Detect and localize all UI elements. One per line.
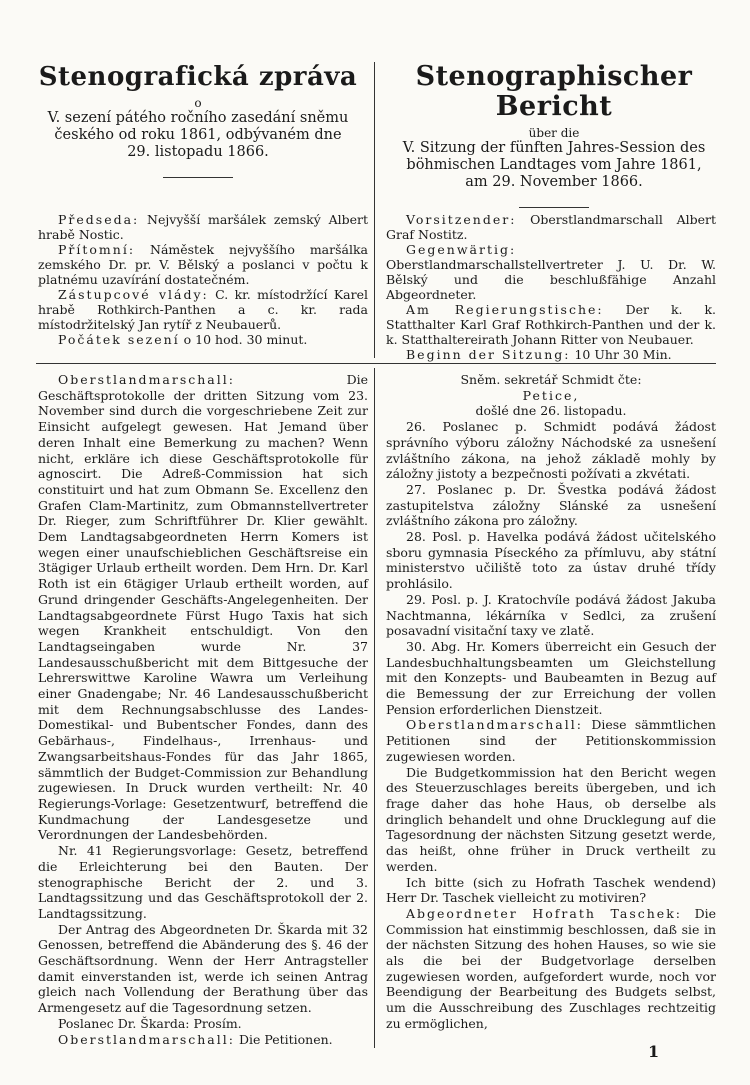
intro-paragraph: Vorsitzender: Oberstlandmarschall Albert Graf Nostitz. (386, 212, 716, 242)
body-paragraph: Oberstlandmarschall: Diese sämmtlichen Petitionen sind der Petitionskommission zugewiesen worden. (386, 717, 716, 764)
body-paragraph: 28. Posl. p. Havelka podává žádost učitelského sboru gymnasia Píseckého za přímluvu, aby státní ministerstvo učiliště toto za ústav druhé třídy prohlásilo. (386, 529, 716, 592)
intro-paragraph: Beginn der Sitzung: 10 Uhr 30 Min. (406, 347, 672, 362)
german-title: Stenographischer Bericht (415, 61, 693, 122)
czech-header-line: 29. listopadu 1866. (127, 144, 269, 160)
czech-header-line: českého od roku 1861, odbývaném dne (54, 127, 342, 143)
body-paragraph: 27. Poslanec p. Dr. Švestka podává žádost zastupitelstva záložny Slánské za usnešení zvláštního zákona pro záložny. (386, 481, 716, 529)
intro-paragraph: Gegenwärtig: Oberstlandmarschallstellvertreter J. U. Dr. W. Bělský und die beschlußfähige Anzahl Abgeordneter. (386, 242, 716, 302)
short-divider (519, 207, 589, 208)
body-paragraph: Sněm. sekretář Schmidt čte: (460, 372, 642, 387)
czech-sub: o (194, 96, 202, 110)
body-paragraph: došlé dne 26. listopadu. (475, 403, 627, 419)
body-paragraph: Abgeordneter Hofrath Taschek: Die Commission hat einstimmig beschlossen, daß sie in der nächsten Sitzung des hohen Hauses, so wie sie als die bei der Budgetvorlage derselben zugewiesen worden, aufgefordert wurde, noch vor Beendigung der Bearbeitung des Budgets selbst, um die Ausschreibung des Zuschlages rechtzeitig zu ermöglichen, (386, 905, 716, 1031)
body-column-divider (374, 368, 375, 1048)
body-paragraph: 26. Poslanec p. Schmidt podává žádost správního výboru záložny Náchodské za usnešení zvláštního zákona, na jehož základě mohly by záložny jistoty a bezpečnosti požívati a zkvétati. (386, 419, 716, 482)
body-paragraph: 29. Posl. p. J. Kratochvíle podává žádost Jakuba Nachtmanna, lékárníka v Sedlci, za zrušení posavadní visitační taxy ve zlatě. (386, 591, 716, 639)
german-intro (386, 212, 716, 362)
body-paragraph: Oberstlandmarschall: Die Geschäftsprotokolle der dritten Sitzung vom 23. November sind durch die vorgeschriebene Zeit zur Einsicht aufgelegt gewesen. Hat Jemand über deren Inhalt eine Bemerkung zu machen? Wenn nicht, erkläre ich diese Geschäftsprotokolle für agnoscirt. Die Adreß-Commission hat sich constituirt und hat zum Obmann Se. Excellenz den Grafen Clam-Martinitz, zum Obmannstellvertreter Dr. Rieger, zum Schriftführer Dr. Klier gewählt. Dem Landtagsabgeordneten Herrn Komers ist wegen einer unaufschieblichen Geschäftsreise ein 3tägiger Urlaub ertheilt worden. Dem Hrn. Dr. Karl Roth ist ein 6tägiger Urlaub ertheilt worden, auf Grund dringender Geschäfts-Angelegenheiten. Der Landtagsabgeordnete Fürst Hugo Taxis hat sich wegen Krankheit entschuldigt. Von den Landtagseingaben wurde Nr. 37 Landesausschußbericht mit dem Bittgesuche der Lehrerswittwe Karoline Wawra um Verleihung einer Gnadengabe; Nr. 46 Landesausschußbericht mit dem Rechnungsabschlusse des Landes-Domestikal- und Bubentscher Fondes, dann des Gebärhaus-, Findelhaus-, Irrenhaus- und Zwangsarbeitshaus-Fondes für das Jahr 1865, sämmtlich der Budget-Commission zur Behandlung zugewiesen. In Druck wurden vertheilt: Nr. 40 Regierungs-Vorlage: Gesetzentwurf, betreffend die Kundmachung der Landesgesetze und Verordnungen der Landesbehörden. (38, 372, 368, 843)
intro-paragraph: Přítomní: Náměstek nejvyššího maršálka zemského Dr. pr. V. Bělský a poslanci v počtu k platnému uzavírání dostatečném. (38, 242, 368, 287)
czech-header (28, 62, 368, 178)
body-paragraph: Die Budgetkommission hat den Bericht wegen des Steuerzuschlages bereits übergeben, und ich frage daher das hohe Haus, ob derselbe als dringlich behandelt und ohne Drucklegung auf die Tagesordnung der nächsten Sitzung gesetzt werde, das heißt, ohne früher in Druck vertheilt zu werden. (386, 764, 716, 874)
body-paragraph: 30. Abg. Hr. Komers überreicht ein Gesuch der Landesbuchhaltungsbeamten um Gleichstellung mit den Konzepts- und Baubeamten in Bezug auf die Bemessung der zur Erreichung der vollen Pension erforderlichen Dienstzeit. (386, 638, 716, 717)
czech-header-line: V. sezení pátého ročního zasedání sněmu (47, 110, 349, 126)
body-paragraph: Ich bitte (sich zu Hofrath Taschek wendend) Herr Dr. Taschek vielleicht zu motiviren? (386, 874, 716, 906)
intro-paragraph: Počátek sezení o 10 hod. 30 minut. (58, 332, 308, 347)
body-paragraph: Der Antrag des Abgeordneten Dr. Škarda mit 32 Genossen, betreffend die Abänderung des §. 46 der Geschäftsordnung. Wenn der Herr Antragsteller damit einverstanden ist, werde ich seinen Antrag gleich nach Vollendung der Berathung über das Armengesetz auf die Tagesordnung setzen. (38, 921, 368, 1016)
german-header-line: V. Sitzung der fünften Jahres-Session des (402, 140, 706, 156)
czech-title: Stenografická zpráva (38, 62, 358, 92)
german-sub: über die (528, 126, 580, 140)
czech-intro (38, 212, 368, 347)
body-paragraph: Poslanec Dr. Škarda: Prosím. (58, 1015, 242, 1031)
body-paragraph: Petice, (522, 387, 580, 403)
german-header (384, 62, 724, 208)
short-divider (163, 177, 233, 178)
body-paragraph: Nr. 41 Regierungsvorlage: Gesetz, betreffend die Erleichterung bei den Bauten. Der stenographische Bericht der 2. und 3. Landtagssitzung und das Geschäftsprotokoll der 2. Landtagssitzung. (38, 843, 368, 921)
intro-paragraph: Am Regierungstische: Der k. k. Statthalter Karl Graf Rothkirch-Panthen und der k. k. Statthaltereirath Johann Ritter von Neubauer. (386, 302, 716, 347)
right-body-column (386, 372, 716, 1032)
intro-paragraph: Zástupcové vlády: C. kr. místodržící Karel hrabě Rothkirch-Panthen a c. kr. rada místodržitelský Jan rytíř z Neubauerů. (38, 287, 368, 332)
section-divider (36, 363, 716, 364)
body-paragraph: Oberstlandmarschall: Die Petitionen. (58, 1031, 333, 1047)
german-header-line: böhmischen Landtages vom Jahre 1861, (406, 157, 702, 173)
left-body-column (38, 372, 368, 1047)
page-number: 1 (648, 1042, 660, 1061)
header-column-divider (374, 62, 375, 358)
intro-paragraph: Předseda: Nejvyšší maršálek zemský Albert hrabě Nostic. (38, 212, 368, 242)
german-header-line: am 29. November 1866. (465, 174, 643, 190)
